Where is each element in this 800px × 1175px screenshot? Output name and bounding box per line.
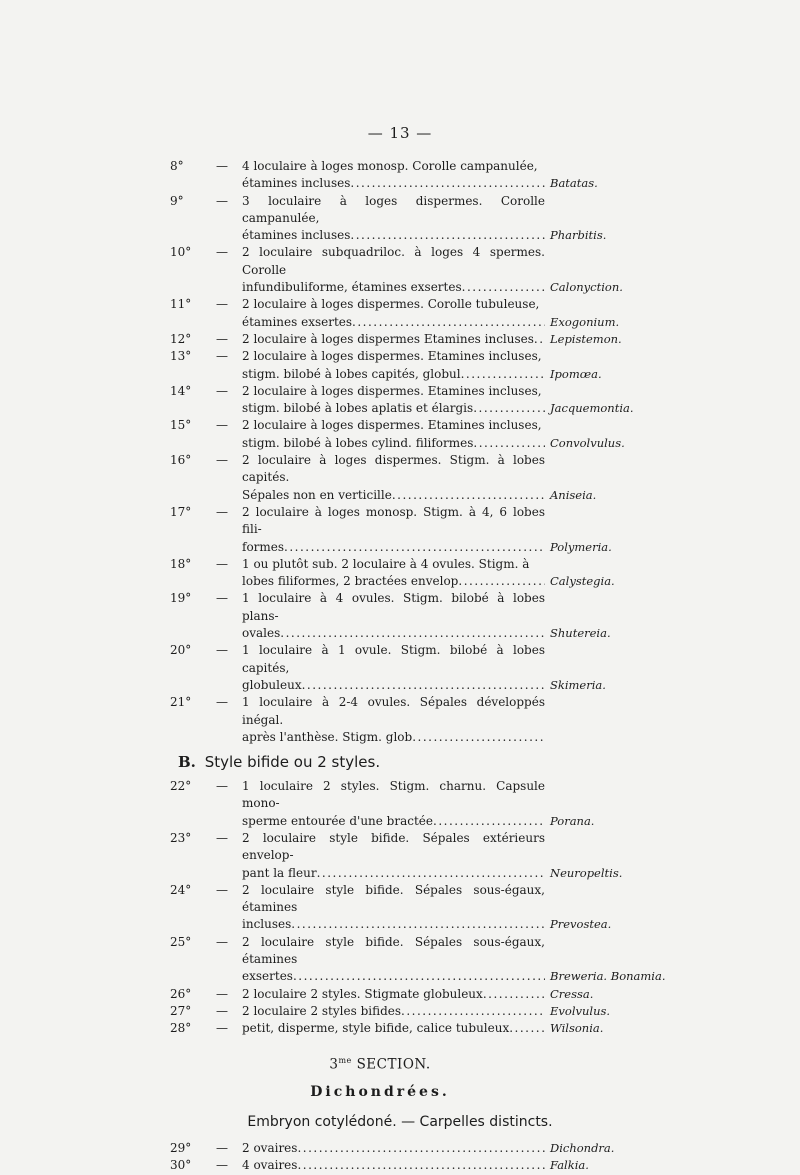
entry-number: 20°: [170, 643, 192, 658]
entry-text: [242, 1157, 545, 1174]
leader-dots: [473, 400, 545, 417]
section-number: 3: [329, 1056, 339, 1073]
leader-dots: [458, 573, 545, 590]
leader-dots: [291, 916, 545, 933]
entry-dash: —: [216, 643, 228, 658]
key-entry: [170, 193, 630, 245]
key-entry: [170, 830, 630, 882]
entry-dash: —: [216, 297, 228, 312]
entry-text: [242, 778, 545, 830]
entry-line: 1 loculaire 2 styles. Stigm. charnu. Capsule mono-: [242, 779, 545, 811]
entry-last-line: [242, 865, 545, 882]
entry-last-line: [242, 487, 545, 504]
key-entry: [170, 417, 630, 452]
genus-name: Dichondra.: [550, 1141, 615, 1156]
key-entry: [170, 331, 630, 348]
entry-line: 1 loculaire à 2-4 ovules. Sépales développés inégal.: [242, 695, 545, 727]
entry-number: 15°: [170, 418, 192, 433]
entry-text: [242, 590, 545, 642]
section-ordinal: me: [338, 1055, 352, 1065]
entry-line: 1 loculaire à 4 ovules. Stigm. bilobé à lobes plans-: [242, 591, 545, 623]
entry-text: [242, 383, 545, 418]
entry-text: [242, 642, 545, 694]
genus-name: Neuropeltis.: [550, 865, 623, 880]
entry-number: 17°: [170, 504, 192, 519]
subheading: [178, 752, 630, 772]
entry-line: 2 loculaire à loges dispermes. Etamines incluses,: [242, 349, 542, 364]
key-entry: [170, 244, 630, 296]
group-b: [170, 778, 666, 1037]
genus-name: Breweria. Bonamia.: [550, 969, 666, 984]
entry-last-text: exsertes: [242, 969, 293, 984]
genus-name: Polymeria.: [550, 539, 612, 554]
entry-dash: —: [216, 779, 228, 794]
leader-dots: [461, 366, 545, 383]
entry-last-text: pant la fleur: [242, 865, 317, 880]
entry-dash: —: [216, 1141, 228, 1156]
key-entry: [170, 934, 666, 986]
entry-number: 30°: [170, 1158, 192, 1173]
entry-line: 1 loculaire à 1 ovule. Stigm. bilobé à lobes capités,: [242, 643, 545, 675]
leader-dots: [401, 1003, 545, 1020]
entry-number: 19°: [170, 591, 192, 606]
leader-dots: [462, 279, 545, 296]
entry-last-line: [242, 573, 545, 590]
genus-name: Prevostea.: [550, 917, 612, 932]
key-entry: [170, 694, 630, 746]
leader-dots: [293, 968, 545, 985]
genus-name: Calystegia.: [550, 574, 615, 589]
entry-last-text: globuleux: [242, 677, 302, 692]
entry-line: 2 loculaire à loges dispermes. Etamines incluses,: [242, 418, 542, 433]
entry-text: [242, 244, 545, 296]
key-entry: [170, 504, 630, 556]
entry-text: [242, 417, 545, 452]
entry-line: 4 loculaire à loges monosp. Corolle campanulée,: [242, 159, 538, 173]
entry-last-text: étamines incluses: [242, 176, 351, 191]
genus-name: Ipomœa.: [550, 366, 602, 381]
entry-text: [242, 348, 545, 383]
entry-number: 8°: [170, 159, 184, 173]
section-title: [130, 1056, 630, 1073]
subheading-text: Style bifide ou 2 styles.: [204, 753, 381, 772]
entry-dash: —: [216, 1158, 228, 1173]
entry-number: 14°: [170, 383, 192, 398]
entry-dash: —: [216, 556, 228, 571]
entry-last-text: lobes filiformes, 2 bractées envelop: [242, 574, 459, 589]
key-entry: [170, 1003, 630, 1020]
entry-last-line: [242, 227, 545, 244]
entry-last-text: petit, disperme, style bifide, calice tubuleux: [242, 1021, 510, 1036]
genus-name: Porana.: [550, 813, 595, 828]
entry-text: [242, 193, 545, 245]
entry-last-line: [242, 916, 545, 933]
subheading-letter: B.: [178, 753, 196, 772]
leader-dots: [317, 865, 545, 882]
entry-last-text: sperme entourée d'une bractée: [242, 813, 434, 828]
entry-dash: —: [216, 453, 228, 468]
entry-last-line: [242, 813, 545, 830]
key-entry: [170, 1157, 630, 1174]
entry-last-line: [242, 435, 545, 452]
entry-line: 2 loculaire style bifide. Sépales sous-égaux, étamines: [242, 882, 545, 915]
genus-name: Lepistemon.: [550, 331, 622, 346]
entry-number: 12°: [170, 331, 192, 346]
entry-text: [242, 452, 545, 504]
genus-name: Convolvulus.: [550, 435, 625, 450]
entry-last-text: stigm. bilobé à lobes capités, globul: [242, 366, 461, 381]
entry-text: [242, 882, 545, 934]
entry-dash: —: [216, 193, 228, 208]
genus-name: Shutereia.: [550, 626, 611, 641]
page-number: — 13 —: [367, 124, 433, 142]
leader-dots: [280, 625, 545, 642]
entry-last-text: 2 loculaire 2 styles. Stigmate globuleux: [242, 986, 483, 1001]
leader-dots: [433, 813, 545, 830]
leader-dots: [412, 729, 545, 746]
key-entry: [170, 1020, 630, 1037]
entry-dash: —: [216, 331, 228, 346]
entry-last-line: [242, 677, 545, 694]
entry-number: 21°: [170, 695, 192, 710]
entry-text: [242, 504, 545, 556]
entry-text: [242, 1003, 545, 1020]
entry-line: 2 loculaire à loges dispermes. Etamines incluses,: [242, 383, 542, 398]
entry-dash: —: [216, 159, 228, 173]
leader-dots: [483, 986, 545, 1003]
entry-last-text: infundibuliforme, étamines exsertes: [242, 280, 462, 295]
entry-last-line: [242, 968, 545, 985]
genus-name: Pharbitis.: [550, 228, 607, 243]
entry-last-text: étamines exsertes: [242, 314, 353, 329]
genus-name: Aniseia.: [550, 487, 597, 502]
entry-dash: —: [216, 934, 228, 949]
genus-name: Jacquemontia.: [550, 401, 634, 416]
leader-dots: [509, 1020, 545, 1037]
entry-dash: —: [216, 591, 228, 606]
entry-last-line: [242, 366, 545, 383]
entry-number: 27°: [170, 1003, 192, 1018]
entry-last-line: [242, 175, 545, 192]
key-entry: [170, 296, 630, 331]
entry-last-line: [242, 1157, 545, 1174]
key-entry: [170, 348, 630, 383]
section-label: SECTION.: [356, 1056, 431, 1073]
entry-last-text: 2 loculaire à loges dispermes Etamines incluses: [242, 331, 534, 346]
entry-last-line: [242, 400, 545, 417]
entry-last-text: formes: [242, 539, 285, 554]
entry-text: [242, 1020, 545, 1037]
key-entry: [170, 642, 630, 694]
leader-dots: [350, 227, 545, 244]
entry-line: 2 loculaire subquadriloc. à loges 4 spermes. Corolle: [242, 245, 545, 277]
entry-text: [242, 556, 545, 591]
entry-text: [242, 694, 545, 746]
entry-line: 3 loculaire à loges dispermes. Corolle campanulée,: [242, 193, 545, 225]
key-entry: [170, 383, 634, 418]
entry-text: [242, 158, 545, 193]
entry-text: [242, 296, 545, 331]
key-entry: [170, 590, 630, 642]
key-entry: [170, 556, 630, 591]
entry-last-text: incluses: [242, 917, 292, 932]
family-title: Dichondrées.: [310, 1084, 450, 1101]
entry-last-line: [242, 331, 545, 348]
genus-name: Skimeria.: [550, 677, 606, 692]
genus-name: Exogonium.: [550, 314, 620, 329]
entry-number: 23°: [170, 830, 192, 845]
entry-number: 9°: [170, 193, 184, 208]
leader-dots: [284, 539, 545, 556]
entry-last-text: ovales: [242, 626, 281, 641]
entry-number: 22°: [170, 779, 192, 794]
entry-number: 18°: [170, 556, 192, 571]
leader-dots: [302, 677, 545, 694]
key-entries: [170, 158, 666, 1175]
entry-text: [242, 934, 545, 986]
leader-dots: [392, 487, 545, 504]
entry-last-text: 4 ovaires: [242, 1158, 298, 1173]
entry-line: 2 loculaire style bifide. Sépales extérieurs envelop-: [242, 830, 545, 863]
entry-number: 28°: [170, 1021, 192, 1036]
family-description: Embryon cotylédoné. — Carpelles distincts.: [247, 1114, 553, 1131]
genus-name: Evolvulus.: [550, 1003, 611, 1018]
entry-dash: —: [216, 349, 228, 364]
entry-number: 25°: [170, 934, 192, 949]
entry-dash: —: [216, 830, 228, 845]
entry-last-line: [242, 539, 545, 556]
entry-line: 1 ou plutôt sub. 2 loculaire à 4 ovules. Stigm. à: [242, 556, 530, 571]
key-entry: [170, 882, 630, 934]
entry-last-line: [242, 1003, 545, 1020]
entry-line: 2 loculaire à loges monosp. Stigm. à 4, 6 lobes fili-: [242, 504, 545, 537]
entry-last-line: [242, 986, 545, 1003]
entry-last-line: [242, 625, 545, 642]
genus-name: Falkia.: [550, 1158, 589, 1173]
entry-last-line: [242, 729, 545, 746]
key-entry: [170, 158, 630, 193]
leader-dots: [297, 1157, 545, 1174]
entry-number: 13°: [170, 349, 192, 364]
entry-dash: —: [216, 1003, 228, 1018]
entry-last-line: [242, 279, 545, 296]
entry-last-text: 2 ovaires: [242, 1141, 298, 1156]
entry-text: [242, 830, 545, 882]
entry-line: 2 loculaire à loges dispermes. Corolle tubuleuse,: [242, 297, 540, 312]
entry-line: 2 loculaire style bifide. Sépales sous-égaux, étamines: [242, 934, 545, 967]
key-entry: [170, 986, 630, 1003]
leader-dots: [350, 175, 545, 192]
key-entry: [170, 778, 630, 830]
entry-last-text: 2 loculaire 2 styles bifides: [242, 1003, 402, 1018]
entry-number: 24°: [170, 882, 192, 897]
genus-name: Wilsonia.: [550, 1021, 604, 1036]
entry-number: 16°: [170, 453, 192, 468]
entry-number: 26°: [170, 986, 192, 1001]
entry-dash: —: [216, 504, 228, 519]
entry-last-line: [242, 1020, 545, 1037]
entry-last-text: stigm. bilobé à lobes aplatis et élargis: [242, 401, 474, 416]
entry-dash: —: [216, 695, 228, 710]
entry-dash: —: [216, 245, 228, 260]
entry-last-line: [242, 314, 545, 331]
entry-dash: —: [216, 1021, 228, 1036]
entry-number: 11°: [170, 297, 192, 312]
group-c: [170, 1140, 630, 1175]
entry-dash: —: [216, 418, 228, 433]
entry-last-text: après l'anthèse. Stigm. glob: [242, 729, 413, 744]
key-entry: [170, 452, 630, 504]
genus-name: Calonyction.: [550, 280, 623, 295]
entry-dash: —: [216, 882, 228, 897]
entry-last-text: étamines incluses: [242, 228, 351, 243]
entry-last-text: stigm. bilobé à lobes cylind. filiformes: [242, 435, 474, 450]
entry-dash: —: [216, 383, 228, 398]
entry-number: 29°: [170, 1141, 192, 1156]
entry-dash: —: [216, 986, 228, 1001]
genus-name: Cressa.: [550, 986, 594, 1001]
entry-text: [242, 331, 545, 348]
group-a: [170, 158, 634, 746]
leader-dots: [473, 435, 545, 452]
leader-dots: [352, 314, 545, 331]
entry-text: [242, 986, 545, 1003]
entry-last-text: Sépales non en verticille: [242, 487, 392, 502]
genus-name: Batatas.: [550, 176, 598, 191]
entry-line: 2 loculaire à loges dispermes. Stigm. à lobes capités.: [242, 453, 545, 485]
leader-dots: [534, 331, 545, 348]
entry-number: 10°: [170, 245, 192, 260]
